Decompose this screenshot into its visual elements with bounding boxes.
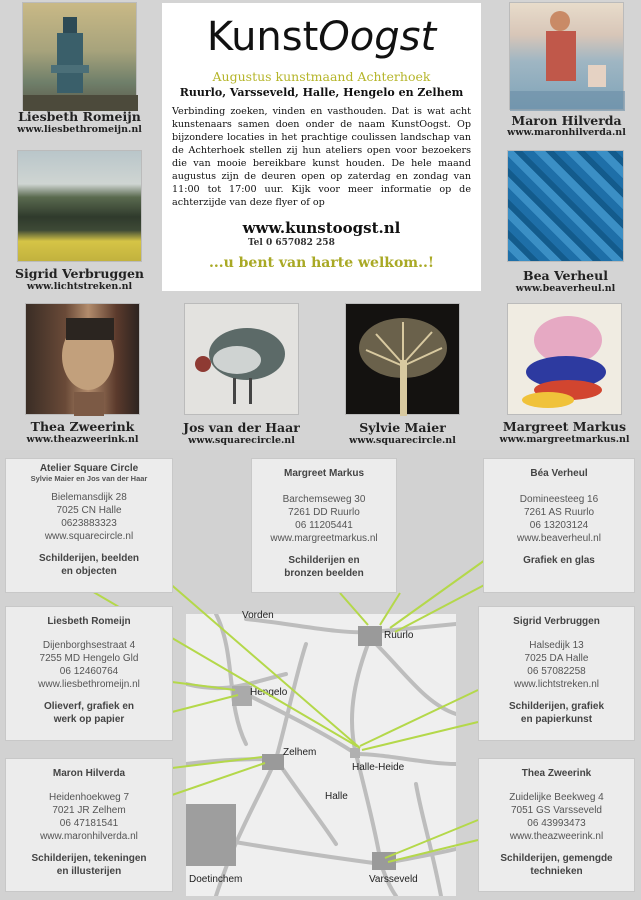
artist-name: Maron Hilverda (511, 113, 622, 128)
artist-card (25, 303, 140, 445)
atelier-address: Barchemseweg 30 7261 DD Ruurlo 06 11205441 www.margreetmarkus.nl (270, 494, 378, 544)
artist-name: Sylvie Maier (359, 420, 446, 435)
welcome-text: ...u bent van harte welkom..! (208, 255, 435, 271)
artwork-landscape-painting (17, 150, 142, 262)
map-label-varsseveld: Varsseveld (369, 874, 418, 885)
website-link[interactable]: www.kunstoogst.nl (242, 219, 401, 237)
artwork-abstract-painting (507, 303, 622, 415)
atelier-address: Domineesteeg 16 7261 AS Ruurlo 06 13203124 www.beaverheul.nl (517, 494, 601, 544)
artist-card (345, 303, 460, 446)
artist-website: www.liesbethromeijn.nl (17, 124, 142, 135)
map-label-doetinchem: Doetinchem (189, 874, 243, 885)
artist-name: Liesbeth Romeijn (18, 109, 141, 124)
artist-card (499, 303, 630, 445)
map-label-ruurlo: Ruurlo (384, 630, 414, 641)
artwork-swimmer-painting (509, 2, 624, 110)
artist-website: www.margreetmarkus.nl (499, 434, 630, 445)
artist-card (507, 2, 626, 138)
artist-name: Jos van der Haar (183, 420, 300, 435)
subtitle: Augustus kunstmaand Achterhoek (212, 69, 431, 84)
artist-website: www.squarecircle.nl (349, 435, 456, 446)
artist-website: www.squarecircle.nl (188, 435, 295, 446)
atelier-art-type: Schilderijen, grafiek en papierkunst (508, 701, 605, 725)
artwork-face-painting (25, 303, 140, 415)
atelier-box-square-circle (5, 458, 173, 593)
artist-card (15, 150, 144, 292)
artist-website: www.theazweerink.nl (26, 434, 139, 445)
atelier-name: Béa Verheul (530, 468, 588, 479)
atelier-name: Liesbeth Romeijn (47, 616, 131, 627)
artist-name: Thea Zweerink (30, 419, 135, 434)
intro-text: Verbinding zoeken, vinden en vasthouden. Dat is wat acht kunstenaars samen doen onder de naam KunstOogst. Op bijzondere locaties in het prachtige coulissen landschap van de Achterhoek stellen zij hun ateliers open voor bezoekers die van mooie bereikbare kunst houden. De hele maand augustus zijn de deuren open op zaterdag en zondag van 11:00 tot 17:00 uur. Kijk voor meer informatie op de achterzijde van deze flyer of op (172, 106, 471, 208)
atelier-address: Bielemansdijk 28 7025 CN Halle 0623883323 www.squarecircle.nl (44, 492, 134, 542)
artist-card (183, 303, 300, 446)
map-label-halle-heide: Halle-Heide (352, 762, 405, 773)
atelier-address: Zuidelijke Beekweg 4 7051 GS Varsseveld 06 43993473 www.theazweerink.nl (509, 792, 604, 842)
route-map (186, 614, 456, 896)
artwork-tree-sculpture (345, 303, 460, 415)
map-label-halle: Halle (325, 791, 348, 802)
atelier-art-type: Schilderijen, beelden en objecten (38, 553, 140, 577)
atelier-box-thea-zweerink (478, 758, 635, 892)
artist-name: Bea Verheul (523, 268, 608, 283)
map-label-vorden: Vorden (242, 610, 274, 621)
atelier-box-liesbeth-romeijn (5, 606, 173, 741)
atelier-name: Thea Zweerink (521, 768, 592, 779)
phone-number: Tel 0 657082 258 (248, 238, 335, 248)
atelier-name: Sigrid Verbruggen (513, 616, 600, 627)
artist-website: www.lichtstreken.nl (26, 281, 133, 292)
atelier-box-sigrid-verbruggen (478, 606, 635, 741)
atelier-box-maron-hilverda (5, 758, 173, 892)
artwork-blue-glass (507, 150, 624, 262)
atelier-subname: Sylvie Maier en Jos van der Haar (30, 474, 148, 483)
atelier-art-type: Schilderijen en bronzen beelden (284, 555, 364, 579)
kunstoogst-logo: KunstOogst (206, 14, 437, 60)
artwork-chicken-sculpture (184, 303, 299, 415)
map-label-zelhem: Zelhem (283, 747, 317, 758)
atelier-name: Maron Hilverda (52, 768, 126, 779)
artist-card (507, 150, 624, 294)
atelier-box-bea-verheul (483, 458, 635, 593)
atelier-address: Dijenborghsestraat 4 7255 MD Hengelo Gld 06 12460764 www.liesbethromeijn.nl (38, 640, 140, 690)
atelier-name: Margreet Markus (283, 468, 365, 479)
atelier-box-margreet-markus (251, 458, 397, 593)
map-label-hengelo: Hengelo (250, 687, 288, 698)
atelier-address: Halsedijk 13 7025 DA Halle 06 57082258 www.lichtstreken.nl (513, 640, 600, 690)
atelier-name: Atelier Square Circle (39, 463, 139, 474)
atelier-address: Heidenhoekweg 7 7021 JR Zelhem 06 47181541 www.maronhilverda.nl (40, 792, 138, 842)
road-lines (186, 614, 456, 896)
intro-panel (162, 3, 481, 291)
artwork-figure-painting (22, 2, 137, 110)
artist-website: www.beaverheul.nl (515, 283, 616, 294)
artist-name: Sigrid Verbruggen (15, 266, 144, 281)
places-line: Ruurlo, Varsseveld, Halle, Hengelo en Zelhem (179, 86, 464, 99)
atelier-art-type: Schilderijen, tekeningen en illusterijen (31, 853, 147, 877)
atelier-art-type: Schilderijen, gemengde technieken (500, 853, 613, 877)
atelier-art-type: Olieverf, grafiek en werk op papier (43, 701, 135, 725)
artist-card (17, 2, 142, 135)
atelier-art-type: Grafiek en glas (523, 555, 595, 566)
artist-website: www.maronhilverda.nl (507, 127, 626, 138)
artist-name: Margreet Markus (502, 419, 627, 434)
